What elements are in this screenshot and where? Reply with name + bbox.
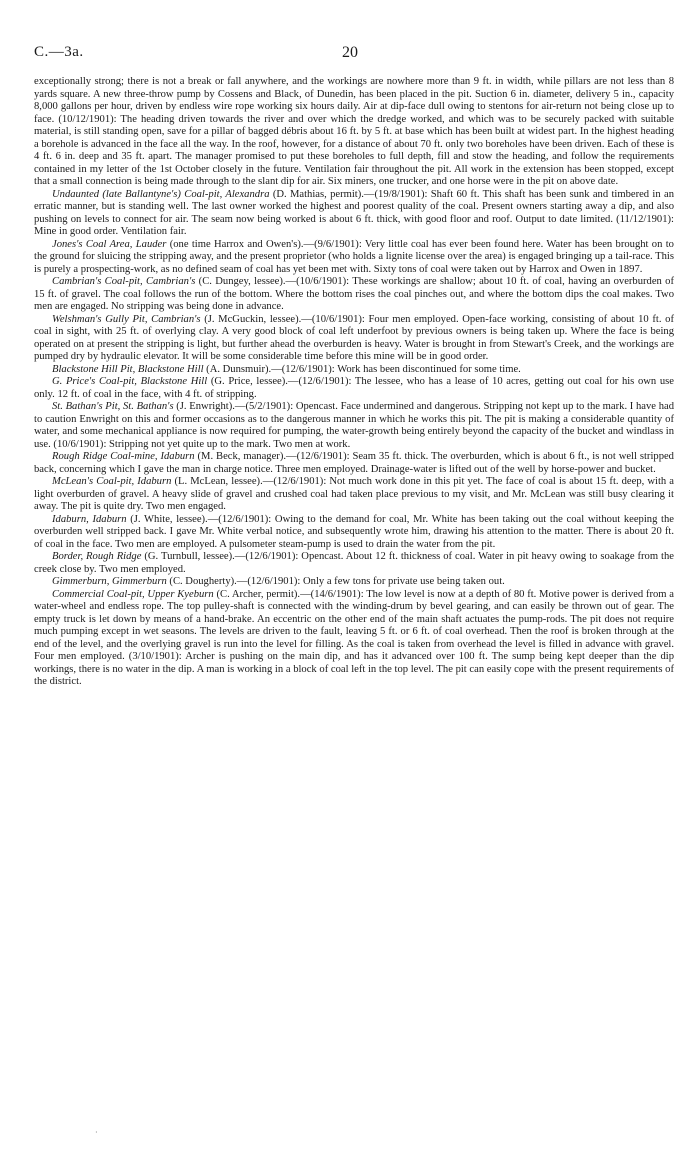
mine-title: Cambrian's Coal-pit, Cambrian's [52,276,196,287]
scan-speck: · [95,1128,98,1137]
mine-title: Idaburn, Idaburn [52,513,127,525]
paragraph-text: (A. Dunsmuir).—(12/6/1901): Work has been discontinued for some time. [203,363,521,375]
paragraph [34,276,674,314]
paragraph-text: (G. Turnbull, lessee).—(12/6/1901): Opencast. About 12 ft. thickness of coal. Water in pit heavy owing to soakage from the creek close by. Two men employed. [34,551,674,575]
mine-title: McLean's Coal-pit, Idaburn [52,476,172,487]
document-code: C.—3a. [34,44,84,60]
paragraph-text: (L. McLean, lessee).—(12/6/1901): Not much work done in this pit yet. The face of coal is about 15 ft. deep, with a light overburden of gravel. A heavy slide of gravel and crushed coal had taken place previous to my visit, and Mr. McLean was still busy clearing it away. The pit is quite dry. Two men engaged. [34,476,675,512]
mine-title: St. Bathan's Pit, St. Bathan's [52,401,174,412]
page-number: 20 [342,44,358,61]
mine-title: Jones's Coal Area, Lauder [52,238,167,250]
paragraph-text: (J. Enwright).—(5/2/1901): Opencast. Face undermined and dangerous. Stripping not kept up to the mark. I have had to caution Enwright on this and former occasions as to the dangerous manner in which he works this pit. The pit is making a considerable quantity of water, and some mechanical appliance is now required for pumping, the water-growth being entirely beyond the capacity of the bucket and windlass in use. (10/6/1901): Stripping not yet quite up to the mark. Two men at work. [34,401,675,450]
paragraph [34,551,674,576]
mine-title: G. Price's Coal-pit, Blackstone Hill [52,376,208,387]
paragraph [34,239,674,277]
paragraph [34,576,674,589]
mine-title: Commercial Coal-pit, Upper Kyeburn [52,588,214,600]
mine-title: Border, Rough Ridge [52,551,142,562]
mine-title: Blackstone Hill Pit, Blackstone Hill [52,363,204,375]
paragraph [34,451,674,476]
paragraph-text: (J. McGuckin, lessee).—(10/6/1901): Four men employed. Open-face working, consisting of about 10 ft. of coal in sight, with 25 ft. of overlying clay. A very good block of coal left underfoot by previous owners is being taken up. Where the face is being operated on at present the stripping is light, but further ahead the overburden is heavy. Water is brought in from Stewart's Creek, and the workings are pumped dry by hydraulic elevator. It will be some considerable time before this mine will be in good order. [34,313,674,362]
paragraph-text: (C. Dungey, lessee).—(10/6/1901): These workings are shallow; about 10 ft. of coal, having an overburden of 15 ft. of gravel. The coal follows the run of the bottom. Where the bottom rises the coal pinches out, and where the bottom dips the coal makes. Two men are engaged. No stripping was being done in advance. [34,276,674,312]
paragraph [34,189,674,239]
paragraph-text: (C. Dougherty).—(12/6/1901): Only a few tons for private use being taken out. [166,576,505,587]
paragraph-text: exceptionally strong; there is not a break or fall anywhere, and the workings are nowhere more than 9 ft. in width, while pillars are not less than 8 yards square. A new three-throw pump by Cossens and Black, of Dunedin, has been placed in the pit. Suction 6 in. diameter, delivery 5 in., capacity 8,000 gallons per hour, driven by endless wire rope working six hours daily. Air at dip-face dull owing to stentons for air-return not being close up to face. (10/12/1901): The heading driven towards the river and over which the dredge worked, and which was to be securely packed with suitable material, is still standing open, save for a pillar of bagged débris about 16 ft. by 5 ft. at base which has been built at widest part. In the highest heading a borehole is advanced in the face all the way. In the roof, however, for a distance of about 70 ft. only two boreholes have been driven. Each of these is 4 ft. 6 in. deep and 35 ft. apart. The manager promised to put these boreholes to full depth, fill and stow the heading, and follow the requirements contained in my letter of the 1st October closely in the future. Ventilation fair throughout the pit. All work in the extension has been stopped, except that a small connection is being made through to the slant dip for air. Six miners, one trucker, and one horse were in the pit on above date. [34,76,674,187]
paragraph-text: (one time Harrox and Owen's).—(9/6/1901): Very little coal has ever been found here. Water has been brought on to the ground for sluicing the stripping away, and the present proprietor (who holds a lignite license over the area) is engaged bringing up a tail-race. This is purely a prospecting-work, as no defined seam of coal has yet been met with. Sixty tons of coal were taken out by Harrox and Owen in 1897. [34,238,674,275]
paragraph [34,401,674,451]
mine-title: Undaunted (late Ballantyne's) Coal-pit, Alexandra [52,188,270,200]
paragraph-text: (C. Archer, permit).—(14/6/1901): The low level is now at a depth of 80 ft. Motive power is derived from a water-wheel and endless rope. The top pulley-shaft is connected with the winding-drum by bevel gearing, and can easily be thrown out of gear. The empty truck is let down by means of a hand-brake. An eccentric on the other end of the main shaft actuates the pump-rods. The pit does not require much pumping except in wet seasons. The levels are driven to the fault, leaving 5 ft. or 6 ft. of coal overhead. Then the roof is broken through at the end of the level, and the overlying gravel is run into the level for filling. As the coal is taken from overhead the level is filled in advance with gravel. Four men employed. (3/10/1901): Archer is pushing on the main dip, and has it advanced over 100 ft. The sump being kept deeper than the dip workings, there is no water in the dip. A man is working in a block of coal left in the top level. The pit can easily cope with the present requirements of the district. [34,588,674,687]
paragraph [34,364,674,377]
paragraph [34,76,674,189]
paragraph [34,514,674,552]
paragraph [34,314,674,364]
paragraph [34,476,674,514]
body-text [34,76,674,689]
mine-title: Rough Ridge Coal-mine, Idaburn [52,451,195,462]
mine-title: Gimmerburn, Gimmerburn [52,576,167,587]
paragraph-text: (M. Beck, manager).—(12/6/1901): Seam 35 ft. thick. The overburden, which is about 6 ft., is not well stripped back, concerning which I gave the man in charge notice. Three men employed. Drainage-water is lifted out of the well by horse-power and bucket. [34,451,674,475]
paragraph-text: (J. White, lessee).—(12/6/1901): Owing to the demand for coal, Mr. White has been taking out the coal without keeping the overburden well stripped back. I gave Mr. White verbal notice, and subsequently wrote him, drawing his attention to the matter. There is about 20 ft. of coal in the face. Two men are employed. A pulsometer steam-pump is used to drain the water from the pit. [34,513,674,550]
mine-title: Welshman's Gully Pit, Cambrian's [52,313,201,325]
paragraph-text: (D. Mathias, permit).—(19/8/1901): Shaft 60 ft. This shaft has been sunk and timbered in an erratic manner, but is standing well. The last owner worked the highest and poorest quality of the coal. Present owners starting away a dip, and also pushing on levels to connect for air. The seam now being worked is about 6 ft. thick, with good floor and roof. Output to date limited. (11/12/1901): Mine in good order. Ventilation fair. [34,188,674,237]
paragraph-text: (G. Price, lessee).—(12/6/1901): The lessee, who has a lease of 10 acres, getting out coal for his own use only. 12 ft. of coal in the face, with 4 ft. of stripping. [34,376,674,400]
paragraph [34,589,674,689]
paragraph [34,376,674,401]
page-header [34,44,666,66]
